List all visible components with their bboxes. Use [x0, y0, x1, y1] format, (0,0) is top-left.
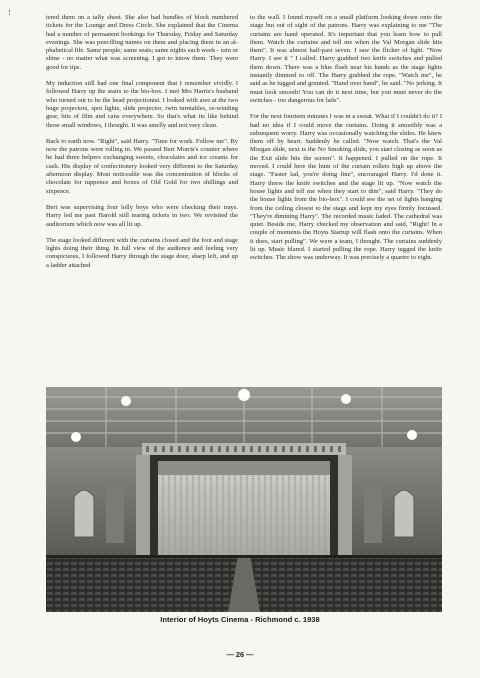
article-body — [46, 14, 442, 386]
right-column — [250, 14, 442, 386]
photo-caption: Interior of Hoyts Cinema - Richmond c. 1938 — [160, 615, 320, 624]
paragraph: The stage looked different with the curtains closed and the foot and stage lights doing their thing. In full view of the audience and feeling very conspicuous, I followed Harry through the stage door, sharp left, and up a ladder attached — [46, 236, 238, 269]
page-mark: ! — [8, 8, 11, 17]
paragraph: Back to earth now. "Right", said Harry. "Time for work. Follow me". By now the patrons were rolling in. We passed Bert Morris's counter where he had three helpers exchanging sweets, chocolates and ice creams for cash. His display of confectionery looked very different to the Saturday afternoon display. Most noticeable was the concentration of blocks of chocolate for tuppence and boxes of Old Gold for two shillings and sixpence. — [46, 137, 238, 195]
cinema-interior-photo — [46, 387, 442, 612]
paragraph: For the next fourteen minutes I was in a sweat. What if I couldn't do it? I had no idea if I could move the curtains. Doing it smoothly was a subsequent worry. Harry was occasionally watching the slides. He knew them off by heart. Suddenly he called. "Now watch. That's the Val Morgan slide, next is the No Smoking slide, you start closing as soon as the Exit slide hits the screen". It happened. I pulled on the rope. It moved. I could here the hum of the curtain rollers high up above the stage. "Faster lad, you're doing fine", encouraged Harry. I'd done it. Harry threw the knife switches and the stage lit up. "Now watch the house lights and tell me when they start to dim", said Harry. "They do the house lights from the bio-box". I could see the set of lights hanging from the ceiling closest to the stage and kept my eyes firmly focussed. "They're dimming Harry". The recorded music faded. The cathedral was quiet. Beside me, Harry checked my observation and said, "Right! In a couple of moments the Hoyts Startup will flash onto the curtains. When it does, start pulling". We were a team, I thought. The curtains suddenly lit up. Music blared. I started pulling the rope. Harry tugged the knife switches. The show was underway. It was precisely a quarter to eight. — [250, 113, 442, 262]
paragraph: My induction still had one final component that I remember vividly. I followed Harry up the stairs to the bio-box. I met Mrs Harris's husband who turned out to be the head projectionist. I looked with awe at the two huge projectors, spot lights, slide projector, twin turntables, re-winding gear, bits of film and cans everywhere. So that's what its like behind those small windows, I thought. It was smelly and not very clean. — [46, 80, 238, 129]
paragraph: Bert was supervising four lolly boys who were checking their trays. Harry led me past Harold still tearing tickets in two. We revisited the auditorium which now was all lit up. — [46, 203, 238, 228]
page-number: — 26 — — [226, 650, 254, 659]
paragraph: tered them on a tally sheet. She also had bundles of block numbered tickets for the Lounge and Dress Circle. She explained that the Cinema had a number of permanent bookings for Thursday, Friday and Saturday evenings. She was pencilling names on them and placing them in an al-phabetical file. Same people; same seats; same nights each week - rain or shine - no matter what was screening. I got to know them. They were good for tips. — [46, 14, 238, 71]
paragraph: to the wall. I found myself on a small platform looking down onto the stage but out of sight of the patrons. Harry was explaining to me "The curtains are hand operated. It's important that you learn how to pull them. Watch the curtains and tell me when the Val Morgan slide hits them". It was almost half-past seven. I saw the flicker of light. "Now Harry. I see it " I called. Harry grabbed two knife switches and pulled them down. There was a blue flash near his hands as the stage lights instantly dimmed to off. The Harry grabbed the rope. "Watch me", he said as he tugged and grunted. "Hand over hand", he said. "No jerking. It must look smooth! You can do it next time, but you must never do the switches - too dangerous for lads". — [250, 14, 442, 104]
left-column — [46, 14, 238, 386]
cinema-interior-illustration — [46, 387, 442, 612]
